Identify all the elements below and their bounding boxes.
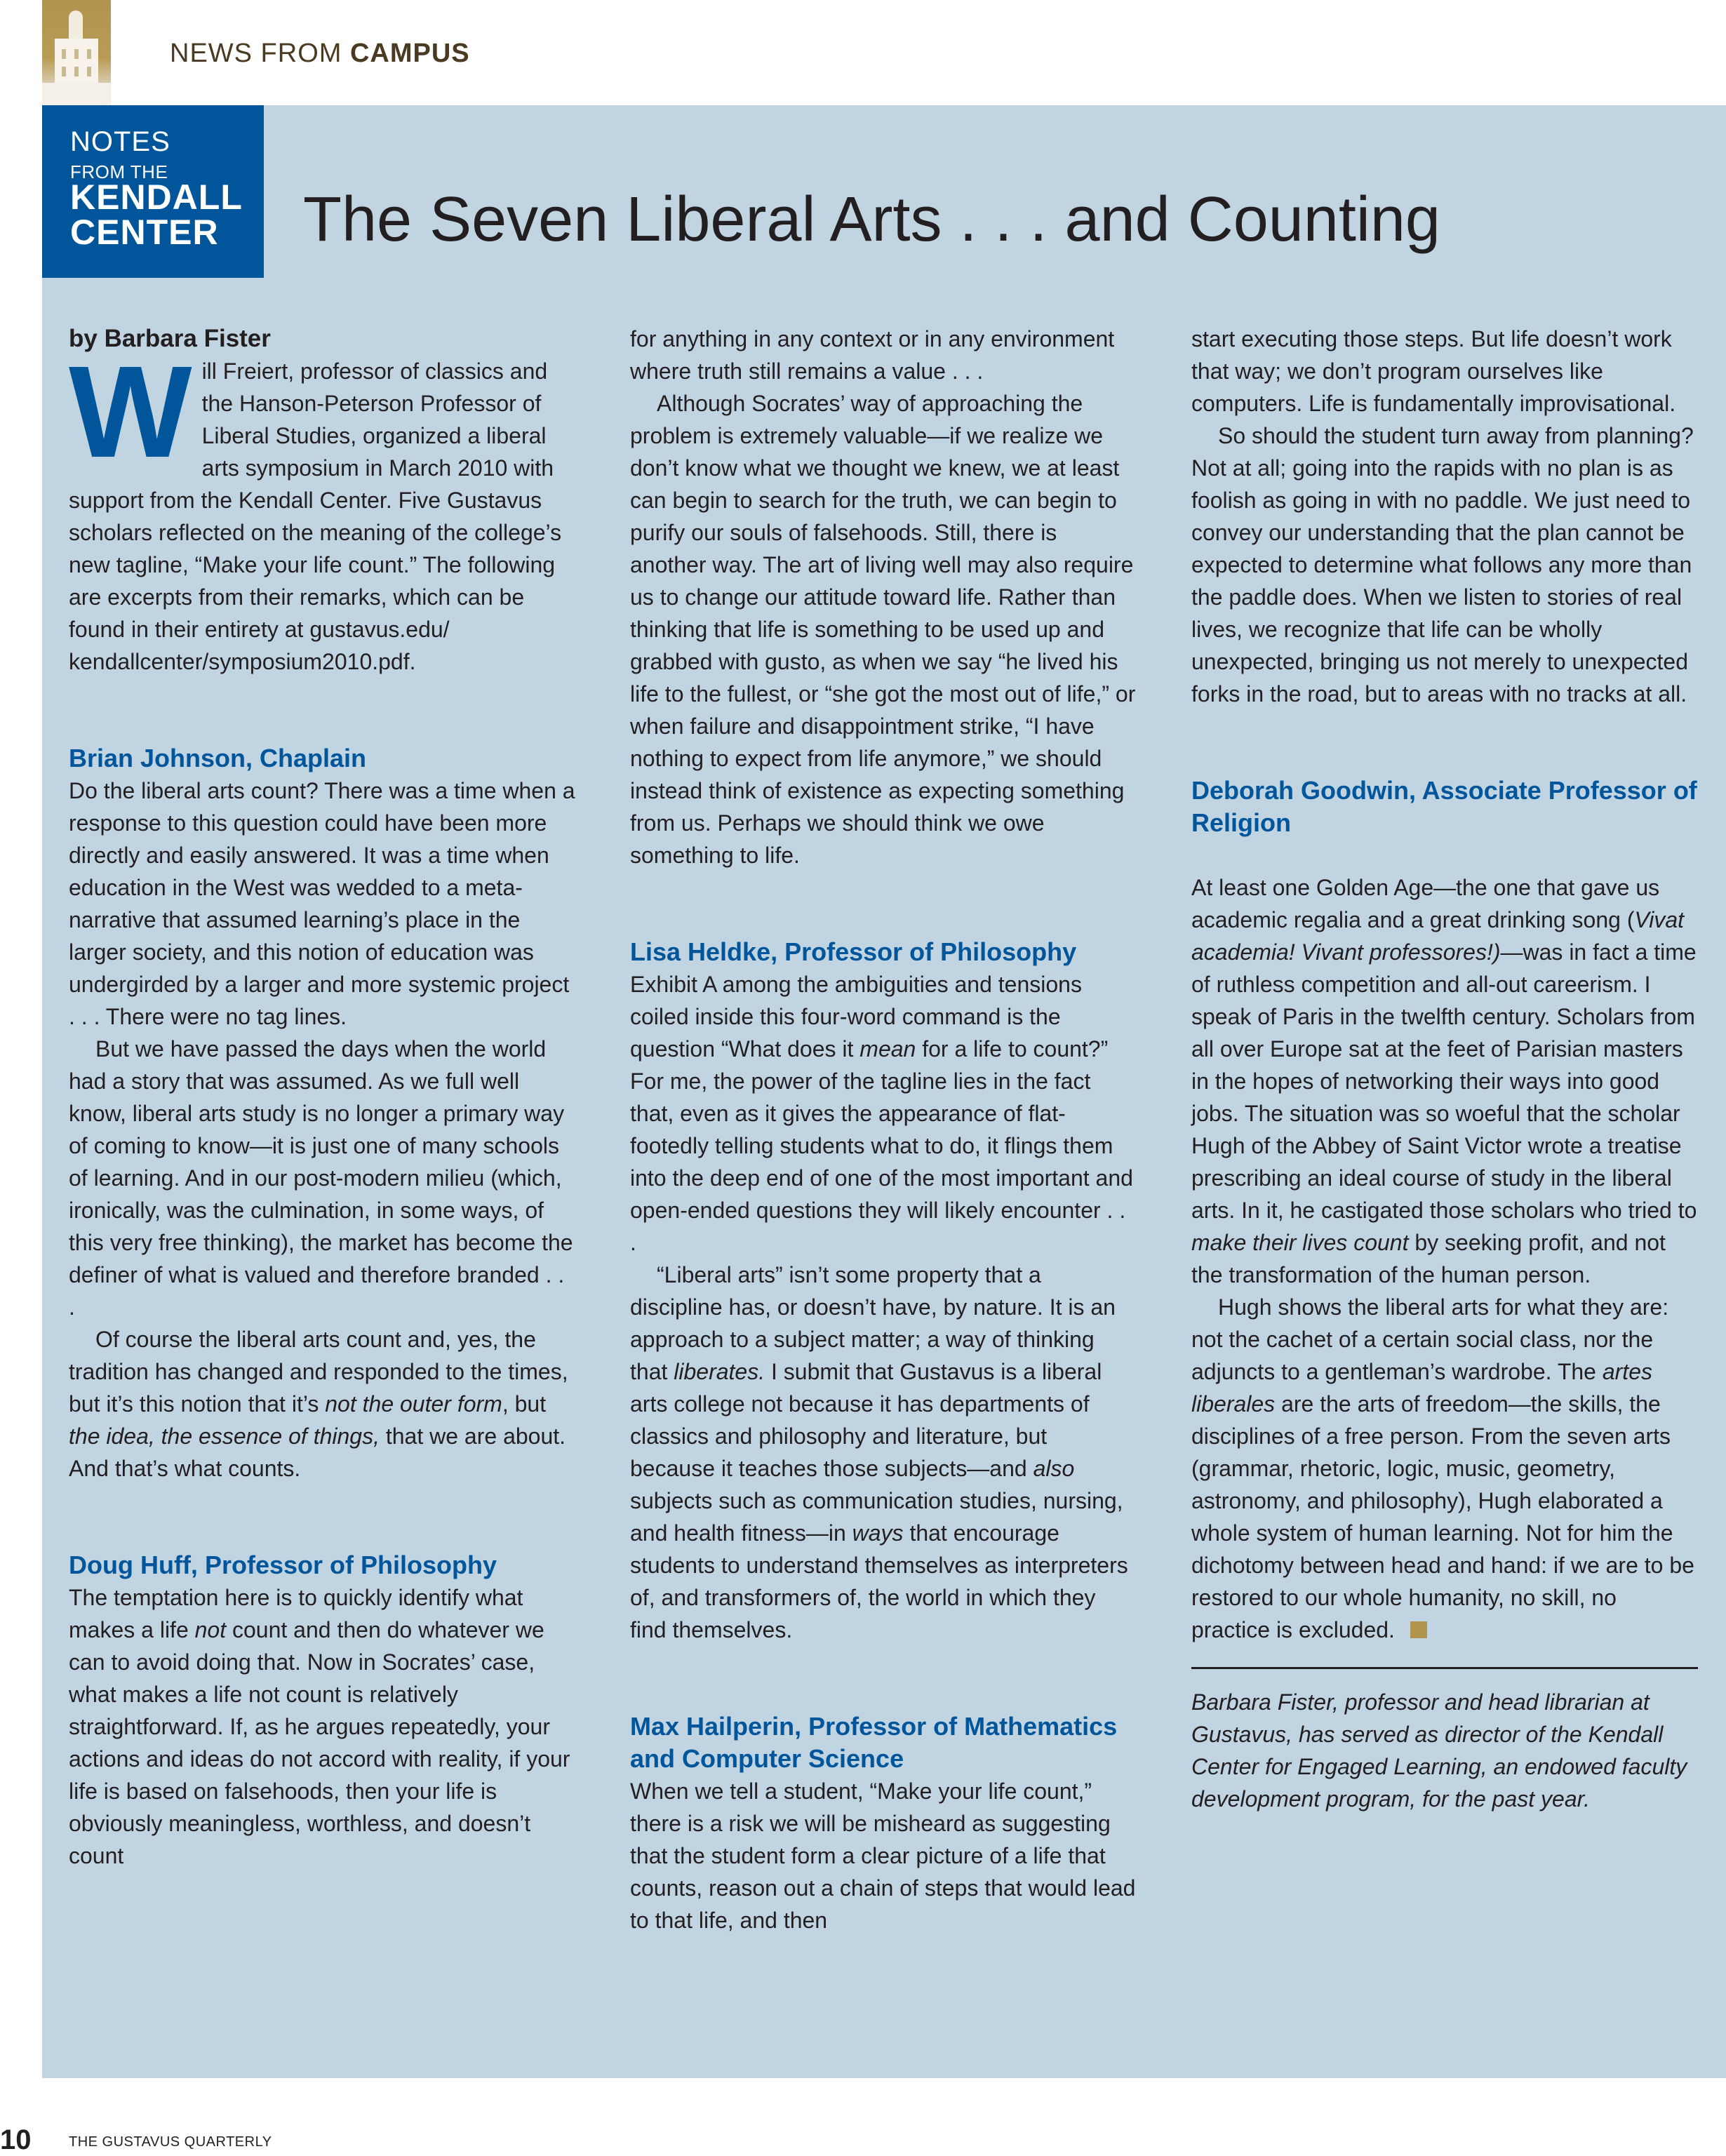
column-1 [69, 323, 575, 1872]
speaker-heading: Brian Johnson, Chaplain [69, 744, 367, 772]
campus-building-photo [42, 0, 111, 105]
paragraph: Although Socrates’ way of approaching the problem is extremely valuable—if we realize we don’t know what we thought we knew, we at least can begin to search for the truth, we can begin to purify our souls of falsehoods. Still, there is another way. The art of living well may also require us to change our attitude toward life. Rather than thinking that life is something to be used up and grabbed with gusto, as when we say “he lived his life to the fullest, or “she got the most out of life,” or when failure and disappointment strike, “I have nothing to expect from life anymore,” we should instead think of existence as expecting something from us. Perhaps we should think we owe something to life. [630, 391, 1136, 868]
bio-divider [1191, 1667, 1698, 1669]
paragraph: start executing those steps. But life doesn’t work that way; we don’t program ourselves like computers. Life is fundamentally improvisational. [1191, 326, 1676, 416]
speaker-heading: Deborah Goodwin, Associate Professor of Religion [1191, 776, 1697, 837]
drop-cap: W [69, 340, 192, 485]
page-footer [0, 2119, 1726, 2154]
article-title: The Seven Liberal Arts . . . and Counting [303, 185, 1440, 255]
paragraph: Hugh shows the liberal arts for what they are: not the cachet of a certain social class, nor the adjuncts to a gentleman’s wardrobe. The artes liberales are the arts of freedom—the skills, the disciplines of a free person. From the seven arts (grammar, rhetoric, logic, music, geometry, astronomy, and philosophy), Hugh elaborated a whole system of human learning. Not for him the dichotomy between head and hand: if we are to be restored to our whole humanity, no skill, no practice is excluded. [1191, 1294, 1694, 1642]
paragraph: Of course the liberal arts count and, yes, the tradition has changed and responded to the times, but it’s this notion that it’s not the outer form, but the idea, the essence of things, that we are about. And that’s what counts. [69, 1327, 568, 1481]
intro-paragraph: Will Freiert, professor of classics and the Hanson-Peterson Professor of Liberal Studies, organized a liberal arts symposium in March 2010 with support from the Kendall Center. Five Gustavus scholars reflected on the meaning of the college’s new tagline, “Make your life count.” The following are excerpts from their remarks, which can be found in their entirety at gustavus.edu/ kendallcenter/symposium2010.pdf. [69, 340, 562, 674]
speaker-heading: Doug Huff, Professor of Philosophy [69, 1551, 497, 1579]
section-label: NEWS FROM CAMPUS [170, 39, 470, 68]
publication-name: THE GUSTAVUS QUARTERLY [69, 2134, 272, 2150]
page-number: 10 [0, 2124, 32, 2155]
column-2 [630, 323, 1137, 1936]
paragraph: The temptation here is to quickly identify what makes a life not count and then do whatever we can to avoid doing that. Now in Socrates’ case, what makes a life not count is relatively straightforward. If, as he argues repeatedly, your actions and ideas do not accord with reality, if your life is based on falsehoods, then your life is obviously meaningless, worthless, and doesn’t count [69, 1585, 570, 1868]
speaker-heading: Lisa Heldke, Professor of Philosophy [630, 937, 1077, 966]
author-bio: Barbara Fister, professor and head librarian at Gustavus, has served as director of the Kendall Center for Engaged Learning, an endowed faculty development program, for the past year. [1191, 1689, 1687, 1812]
paragraph: But we have passed the days when the world had a story that was assumed. As we full well know, liberal arts study is no longer a primary way of coming to know—it is just one of many schools of learning. And in our post-modern milieu (which, ironically, was the culmination, in some ways, of this very free thinking), the market has become the definer of what is valued and therefore branded . . . [69, 1036, 573, 1320]
page-header [0, 0, 1726, 105]
kendall-center-tag [42, 105, 264, 278]
tag-line-kendall: KENDALL [70, 178, 243, 217]
paragraph: Do the liberal arts count? There was a time when a response to this question could have been more directly and easily answered. It was a time when education in the West was wedded to a meta-narrative that assumed learning’s place in the larger society, and this notion of education was undergirded by a larger and more systemic project . . . There were no tag lines. [69, 778, 575, 1029]
byline: by Barbara Fister [69, 325, 271, 352]
speaker-heading: Max Hailperin, Professor of Mathematics and Computer Science [630, 1712, 1118, 1773]
tag-line-notes: NOTES [70, 126, 170, 157]
paragraph: “Liberal arts” isn’t some property that a discipline has, or doesn’t have, by nature. It is an approach to a subject matter; a way of thinking that liberates. I submit that Gustavus is a liberal arts college not because it has departments of classics and philosophy and literature, but because it teaches those subjects—and also subjects such as communication studies, nursing, and health fitness—in ways that encourage students to understand themselves as interpreters of, and transformers of, the world in which they find themselves. [630, 1262, 1128, 1642]
tag-line-center: CENTER [70, 213, 219, 252]
end-of-article-square-icon [1410, 1621, 1427, 1638]
paragraph: for anything in any context or in any environment where truth still remains a value . . . [630, 326, 1115, 384]
tag-line-from-the: FROM THE [70, 161, 168, 182]
paragraph: When we tell a student, “Make your life count,” there is a risk we will be misheard as suggesting that the student form a clear picture of a life that counts, reason out a chain of steps that would lead to that life, and then [630, 1779, 1136, 1933]
column-3 [1191, 323, 1698, 1815]
paragraph: Exhibit A among the ambiguities and tensions coiled inside this four-word command is the question “What does it mean for a life to count?” For me, the power of the tagline lies in the fact that, even as it gives the appearance of flat-footedly telling students what to do, it flings them into the deep end of one of the most important and open-ended questions they will likely encounter . . . [630, 972, 1133, 1255]
paragraph: So should the student turn away from planning? Not at all; going into the rapids with no plan is as foolish as going in with no paddle. We just need to convey our understanding that the plan cannot be expected to determine what follows any more than the paddle does. When we listen to stories of real lives, we recognize that life can be wholly unexpected, bringing us not merely to unexpected forks in the road, but to areas with no tracks at all. [1191, 423, 1694, 707]
paragraph: At least one Golden Age—the one that gave us academic regalia and a great drinking song (Vivat academia! Vivant professores!)—was in fact a time of ruthless competition and all-out careerism. I speak of Paris in the twelfth century. Scholars from all over Europe sat at the feet of Parisian masters in the hopes of networking their ways into good jobs. The situation was so woeful that the scholar Hugh of the Abbey of Saint Victor wrote a treatise prescribing an ideal course of study in the liberal arts. In it, he castigated those scholars who tried to make their lives count by seeking profit, and not the transformation of the human person. [1191, 875, 1697, 1287]
